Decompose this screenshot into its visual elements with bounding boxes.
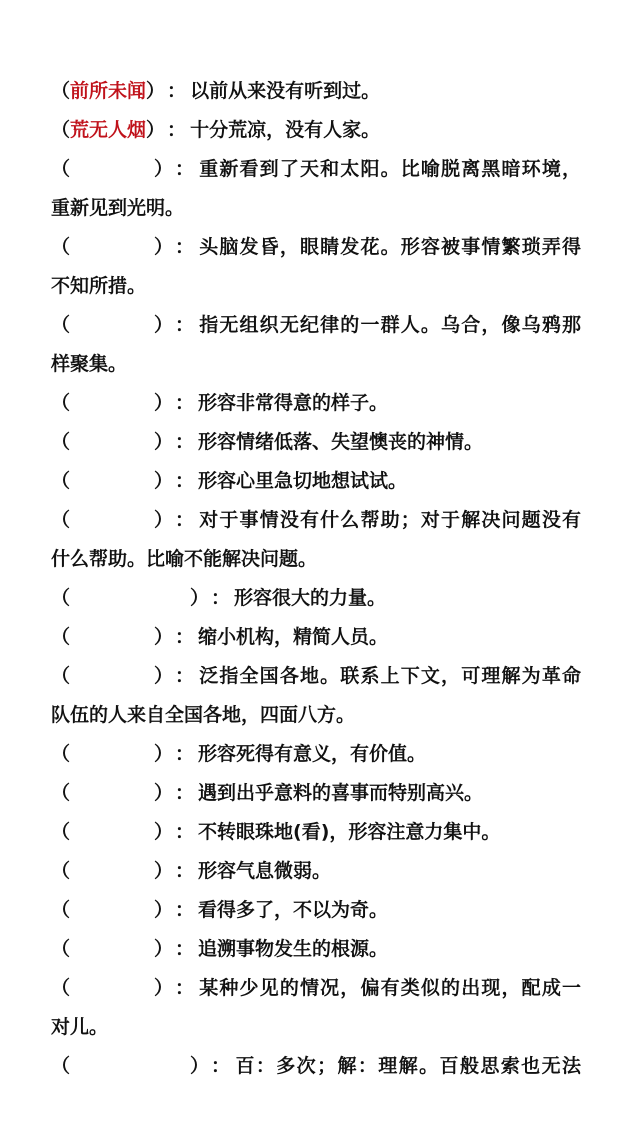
entry-line	[51, 891, 581, 930]
entry-line	[51, 462, 581, 501]
close-paren: ）	[154, 782, 174, 804]
close-paren: ）	[154, 236, 174, 258]
colon: ：	[175, 626, 195, 648]
colon: ：	[167, 119, 187, 141]
definition: 看得多了，不以为奇。	[198, 899, 389, 921]
definition: 追溯事物发生的根源。	[198, 938, 389, 960]
entry-line	[51, 111, 581, 150]
entry-line	[51, 72, 581, 111]
open-paren: （	[51, 782, 71, 804]
close-paren: ）	[154, 431, 174, 453]
definition: 百：多次；解：理解。百般思索也无法	[234, 1055, 581, 1077]
open-paren: （	[51, 431, 71, 453]
entry-line	[51, 852, 581, 891]
close-paren: ）	[154, 821, 174, 843]
close-paren: ）	[154, 158, 174, 180]
definition: 形容很大的力量。	[234, 587, 387, 609]
close-paren: ）	[154, 665, 174, 687]
definition: 缩小机构，精简人员。	[198, 626, 389, 648]
close-paren: ）	[154, 626, 174, 648]
entry-line	[51, 735, 581, 774]
entry-line	[51, 150, 581, 189]
open-paren: （	[51, 119, 71, 141]
open-paren: （	[51, 80, 71, 102]
close-paren: ）	[154, 743, 174, 765]
close-paren: ）	[154, 470, 174, 492]
entry-line	[51, 1047, 581, 1086]
close-paren: ）	[146, 80, 166, 102]
answer-text: 荒无人烟	[70, 119, 147, 141]
entry-line	[51, 774, 581, 813]
entry-line	[51, 657, 581, 696]
colon: ：	[175, 509, 195, 531]
entry-line	[51, 423, 581, 462]
colon: ：	[175, 899, 195, 921]
open-paren: （	[51, 236, 71, 258]
colon: ：	[175, 236, 195, 258]
close-paren: ）	[154, 509, 174, 531]
open-paren: （	[51, 392, 71, 414]
colon: ：	[211, 1055, 231, 1077]
close-paren: ）	[154, 938, 174, 960]
definition: 重新看到了天和太阳。比喻脱离黑暗环境，	[198, 158, 581, 180]
open-paren: （	[51, 587, 71, 609]
answer-text: 前所未闻	[70, 80, 147, 102]
entry-continuation: 队伍的人来自全国各地，四面八方。	[51, 704, 356, 726]
open-paren: （	[51, 665, 71, 687]
colon: ：	[175, 938, 195, 960]
definition: 形容心里急切地想试试。	[198, 470, 408, 492]
open-paren: （	[51, 860, 71, 882]
entry-continuation: 样聚集。	[51, 353, 128, 375]
open-paren: （	[51, 899, 71, 921]
colon: ：	[211, 587, 231, 609]
colon: ：	[175, 470, 195, 492]
open-paren: （	[51, 1055, 71, 1077]
entry-line	[51, 618, 581, 657]
close-paren: ）	[190, 1055, 210, 1077]
definition: 泛指全国各地。联系上下文，可理解为革命	[198, 665, 581, 687]
definition: 十分荒凉，没有人家。	[190, 119, 381, 141]
definition: 指无组织无纪律的一群人。乌合，像乌鸦那	[198, 314, 581, 336]
definition: 以前从来没有听到过。	[190, 80, 381, 102]
entry-continuation: 不知所措。	[51, 275, 147, 297]
definition: 形容情绪低落、失望懊丧的神情。	[198, 431, 484, 453]
entry-line	[51, 813, 581, 852]
colon: ：	[175, 743, 195, 765]
entry-line	[51, 579, 581, 618]
close-paren: ）	[154, 314, 174, 336]
close-paren: ）	[154, 977, 174, 999]
entry-continuation: 对儿。	[51, 1016, 109, 1038]
entry-line	[51, 228, 581, 267]
colon: ：	[175, 821, 195, 843]
colon: ：	[175, 392, 195, 414]
entry-continuation: 重新见到光明。	[51, 197, 185, 219]
colon: ：	[175, 782, 195, 804]
open-paren: （	[51, 821, 71, 843]
open-paren: （	[51, 314, 71, 336]
open-paren: （	[51, 977, 71, 999]
colon: ：	[175, 977, 195, 999]
close-paren: ）	[146, 119, 166, 141]
vocabulary-worksheet	[51, 72, 581, 1086]
definition: 某种少见的情况，偏有类似的出现，配成一	[198, 977, 581, 999]
open-paren: （	[51, 626, 71, 648]
colon: ：	[175, 860, 195, 882]
colon: ：	[175, 431, 195, 453]
open-paren: （	[51, 743, 71, 765]
open-paren: （	[51, 470, 71, 492]
close-paren: ）	[190, 587, 210, 609]
definition: 形容非常得意的样子。	[198, 392, 389, 414]
entry-line	[51, 501, 581, 540]
close-paren: ）	[154, 899, 174, 921]
definition: 遇到出乎意料的喜事而特别高兴。	[198, 782, 484, 804]
entry-line	[51, 384, 581, 423]
close-paren: ）	[154, 392, 174, 414]
colon: ：	[175, 158, 195, 180]
entry-line	[51, 306, 581, 345]
definition: 对于事情没有什么帮助；对于解决问题没有	[198, 509, 581, 531]
entry-continuation: 什么帮助。比喻不能解决问题。	[51, 548, 318, 570]
entry-line	[51, 930, 581, 969]
definition: 头脑发昏，眼睛发花。形容被事情繁琐弄得	[198, 236, 581, 258]
colon: ：	[167, 80, 187, 102]
colon: ：	[175, 314, 195, 336]
colon: ：	[175, 665, 195, 687]
close-paren: ）	[154, 860, 174, 882]
entry-line	[51, 969, 581, 1008]
open-paren: （	[51, 158, 71, 180]
open-paren: （	[51, 938, 71, 960]
definition: 形容气息微弱。	[198, 860, 332, 882]
definition: 形容死得有意义，有价值。	[198, 743, 427, 765]
open-paren: （	[51, 509, 71, 531]
definition: 不转眼珠地(看)，形容注意力集中。	[198, 821, 501, 843]
